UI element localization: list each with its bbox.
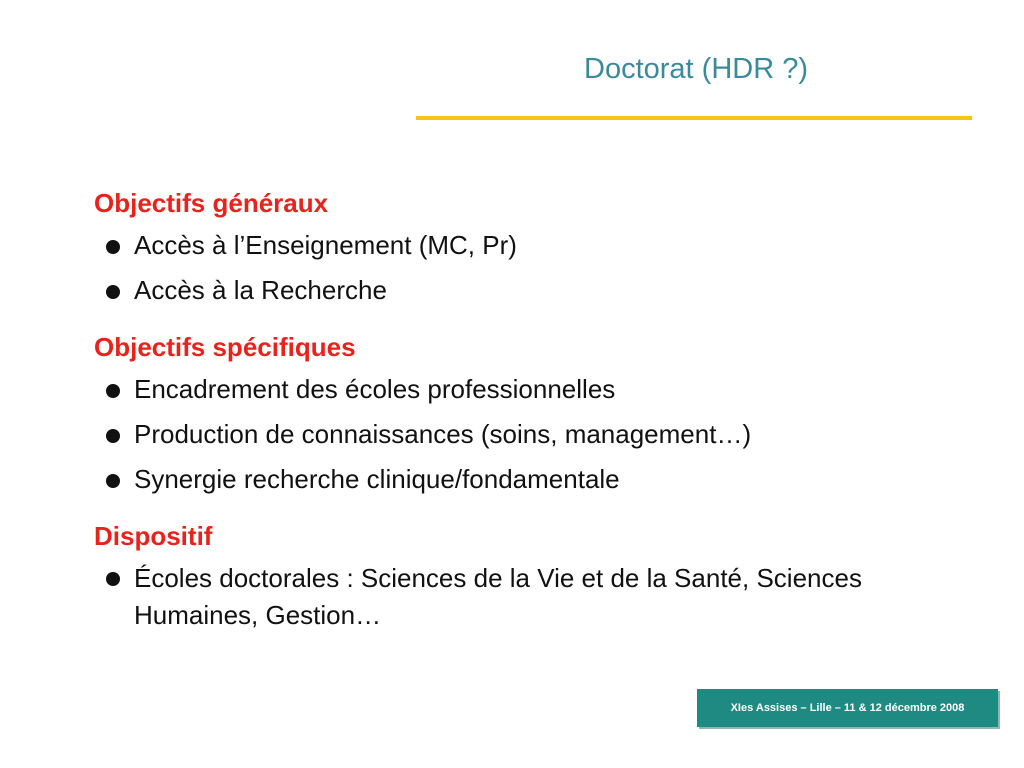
bullet-list: [94, 367, 994, 502]
slide-body: [94, 183, 994, 648]
bullet-list: [94, 556, 994, 634]
list-item: [94, 457, 954, 502]
bullet-icon: [106, 240, 120, 254]
section-heading: Objectifs spécifiques: [94, 332, 356, 362]
list-item: [94, 268, 954, 313]
bullet-icon: [106, 572, 120, 586]
section-objectifs-specifiques: [94, 327, 994, 502]
bullet-list: [94, 223, 994, 313]
list-item: [94, 556, 954, 634]
list-item-text: Synergie recherche clinique/fondamentale: [134, 464, 620, 494]
bullet-icon: [106, 285, 120, 299]
list-item: [94, 412, 954, 457]
bullet-icon: [106, 474, 120, 488]
footer-event-badge: XIes Assises – Lille – 11 & 12 décembre 2008: [697, 689, 998, 727]
section-heading: Objectifs généraux: [94, 188, 329, 218]
list-item: [94, 367, 954, 412]
list-item-text: Accès à l’Enseignement (MC, Pr): [134, 230, 517, 260]
section-heading: Dispositif: [94, 521, 213, 551]
section-objectifs-generaux: [94, 183, 994, 313]
title-underline: [416, 116, 972, 120]
bullet-icon: [106, 384, 120, 398]
section-dispositif: [94, 516, 994, 634]
list-item-text: Écoles doctorales : Sciences de la Vie et de la Santé, Sciences Humaines, Gestion…: [134, 563, 862, 630]
list-item-text: Production de connaissances (soins, management…): [134, 419, 752, 449]
list-item-text: Accès à la Recherche: [134, 275, 387, 305]
list-item: [94, 223, 954, 268]
slide-title: Doctorat (HDR ?): [584, 53, 808, 85]
bullet-icon: [106, 429, 120, 443]
list-item-text: Encadrement des écoles professionnelles: [134, 374, 616, 404]
